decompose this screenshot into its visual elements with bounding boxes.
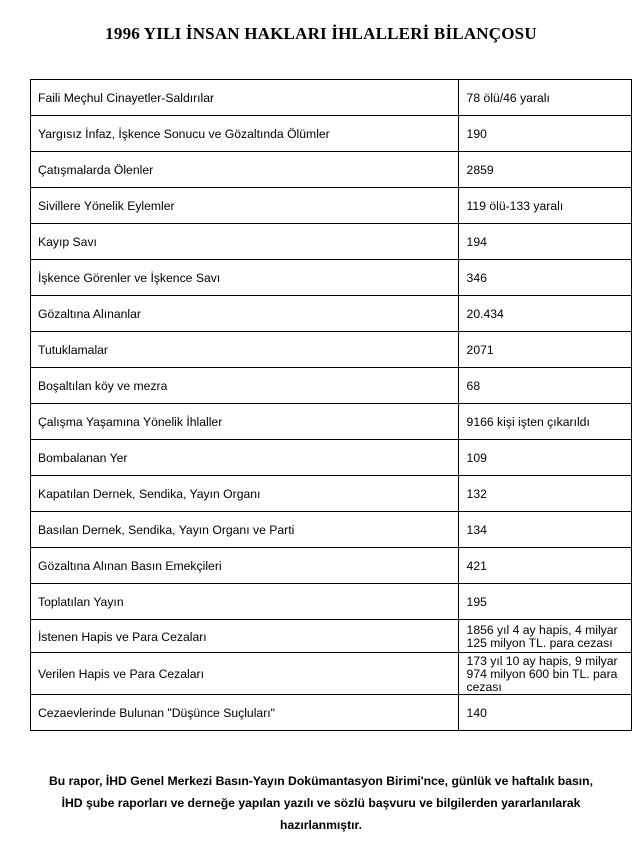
table-row [31,296,632,332]
table-row [31,368,632,404]
table-row [31,404,632,440]
row-label: Çalışma Yaşamına Yönelik İhlaller [31,404,459,440]
table-row [31,440,632,476]
table-row [31,512,632,548]
footnote-line: İHD şube raporları ve derneğe yapılan yazılı ve sözlü başvuru ve bilgilerden yararlanılarak [61,796,581,810]
row-value: 346 [458,260,631,296]
row-value: 173 yıl 10 ay hapis, 9 milyar 974 milyon 600 bin TL. para cezası [458,653,631,695]
row-value: 190 [458,116,631,152]
table-row [31,548,632,584]
row-label: Yargısız İnfaz, İşkence Sonucu ve Gözaltında Ölümler [31,116,459,152]
table-row [31,188,632,224]
table-row [31,152,632,188]
row-value: 119 ölü-133 yaralı [458,188,631,224]
row-value: 109 [458,440,631,476]
table-row [31,653,632,695]
row-value: 68 [458,368,631,404]
row-label: Basılan Dernek, Sendika, Yayın Organı ve Parti [31,512,459,548]
table-row [31,332,632,368]
footnote-line: Bu rapor, İHD Genel Merkezi Basın-Yayın Dokümantasyon Birimi'nce, günlük ve haftalık basın, [48,774,594,788]
row-value: 1856 yıl 4 ay hapis, 4 milyar 125 milyon TL. para cezası [458,620,631,653]
row-value: 194 [458,224,631,260]
report-footnote [20,770,622,836]
row-value: 421 [458,548,631,584]
row-label: Boşaltılan köy ve mezra [31,368,459,404]
row-value: 132 [458,476,631,512]
row-label: Faili Meçhul Cinayetler-Saldırılar [31,80,459,116]
table-row [31,260,632,296]
table-row [31,80,632,116]
row-label: Gözaltına Alınan Basın Emekçileri [31,548,459,584]
table-row [31,476,632,512]
row-value: 140 [458,695,631,731]
table-row [31,620,632,653]
footnote-line: hazırlanmıştır. [280,818,362,832]
row-label: Tutuklamalar [31,332,459,368]
page-title: 1996 YILI İNSAN HAKLARI İHLALLERİ BİLANÇOSU [105,24,537,43]
row-value: 2071 [458,332,631,368]
row-value: 20.434 [458,296,631,332]
row-value: 134 [458,512,631,548]
row-value: 195 [458,584,631,620]
table-row [31,116,632,152]
row-label: Kapatılan Dernek, Sendika, Yayın Organı [31,476,459,512]
row-value: 2859 [458,152,631,188]
row-label: Verilen Hapis ve Para Cezaları [31,653,459,695]
table-row [31,224,632,260]
row-label: İşkence Görenler ve İşkence Savı [31,260,459,296]
table-row [31,695,632,731]
row-label: Çatışmalarda Ölenler [31,152,459,188]
row-label: Toplatılan Yayın [31,584,459,620]
row-label: Cezaevlerinde Bulunan "Düşünce Suçluları" [31,695,459,731]
table-row [31,584,632,620]
row-label: Sivillere Yönelik Eylemler [31,188,459,224]
row-label: Bombalanan Yer [31,440,459,476]
violations-table [30,79,632,731]
row-label: Kayıp Savı [31,224,459,260]
row-value: 78 ölü/46 yaralı [458,80,631,116]
row-label: Gözaltına Alınanlar [31,296,459,332]
row-label: İstenen Hapis ve Para Cezaları [31,620,459,653]
row-value: 9166 kişi işten çıkarıldı [458,404,631,440]
